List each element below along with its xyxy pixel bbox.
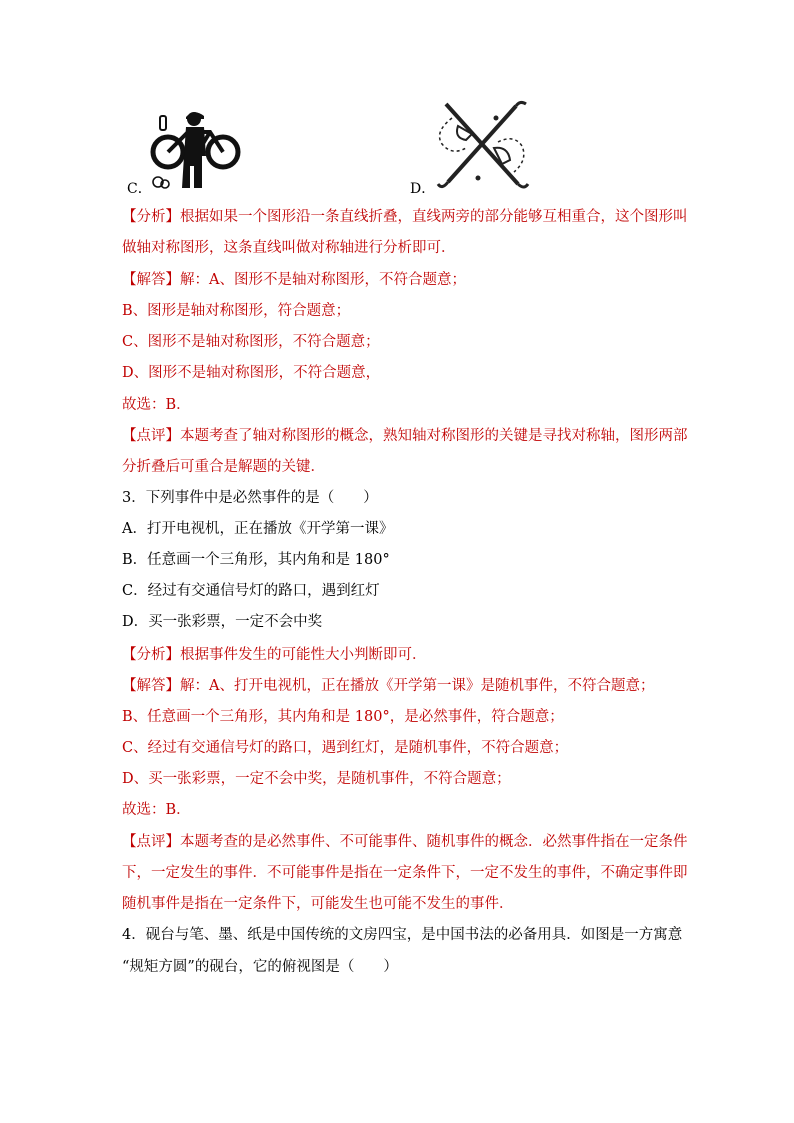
q4-stem-line2: “规矩方圆”的砚台，它的俯视图是（ ） bbox=[122, 959, 398, 975]
q2-answer-line-c: C、图形不是轴对称图形，不符合题意； bbox=[122, 334, 380, 350]
answer-tag: 【解答】 bbox=[122, 272, 180, 288]
q2-answer-line-d: D、图形不是轴对称图形，不符合题意， bbox=[122, 365, 381, 381]
q2-comment-line2: 分折叠后可重合是解题的关键． bbox=[122, 459, 325, 475]
q3-comment-line2: 下，一定发生的事件．不可能事件是指在一定条件下，一定不发生的事件，不确定事件即 bbox=[122, 865, 688, 881]
comment-tag: 【点评】 bbox=[122, 428, 180, 444]
q3-answer-line-d: D、买一张彩票，一定不会中奖，是随机事件，不符合题意； bbox=[122, 771, 511, 787]
q3-answer-line-a: 解：A、打开电视机，正在播放《开学第一课》是随机事件，不符合题意； bbox=[180, 678, 655, 694]
q4-stem-line1: 4．砚台与笔、墨、纸是中国传统的文房四宝，是中国书法的必备用具．如图是一方寓意 bbox=[122, 927, 683, 943]
q3-analysis bbox=[122, 645, 427, 665]
q3-analysis-line1: 根据事件发生的可能性大小判断即可． bbox=[180, 647, 427, 663]
option-c-figure bbox=[148, 110, 243, 192]
q2-answer-line-a: 解：A、图形不是轴对称图形，不符合题意； bbox=[180, 272, 466, 288]
q2-comment bbox=[122, 426, 688, 446]
q2-answer bbox=[122, 270, 466, 290]
answer-tag: 【解答】 bbox=[122, 678, 180, 694]
q2-choice: 故选：B． bbox=[122, 397, 191, 413]
q3-option-b: B．任意画一个三角形，其内角和是 180° bbox=[122, 552, 390, 568]
comment-tag: 【点评】 bbox=[122, 834, 180, 850]
q3-stem: 3．下列事件中是必然事件的是（ ） bbox=[122, 490, 378, 506]
cyclist-carrying-bike-icon bbox=[148, 110, 243, 192]
crossed-hockey-sticks-icon bbox=[432, 98, 532, 193]
q3-comment-line3: 随机事件是指在一定条件下，可能发生也可能不发生的事件． bbox=[122, 896, 514, 912]
q3-option-d: D．买一张彩票，一定不会中奖 bbox=[122, 614, 323, 630]
q2-comment-line1: 本题考查了轴对称图形的概念，熟知轴对称图形的关键是寻找对称轴，图形两部 bbox=[180, 428, 688, 444]
option-d-figure bbox=[432, 98, 532, 193]
q2-analysis-line1: 根据如果一个图形沿一条直线折叠，直线两旁的部分能够互相重合，这个图形叫 bbox=[180, 209, 688, 225]
option-c-label: C． bbox=[127, 181, 152, 197]
option-d-label: D． bbox=[410, 181, 436, 197]
analysis-tag: 【分析】 bbox=[122, 209, 180, 225]
q3-option-a: A．打开电视机，正在播放《开学第一课》 bbox=[122, 521, 394, 537]
q3-comment-line1: 本题考查的是必然事件、不可能事件、随机事件的概念．必然事件指在一定条件 bbox=[180, 834, 688, 850]
q3-option-c: C．经过有交通信号灯的路口，遇到红灯 bbox=[122, 583, 380, 599]
q2-analysis bbox=[122, 207, 688, 227]
q2-analysis-line2: 做轴对称图形，这条直线叫做对称轴进行分析即可． bbox=[122, 240, 456, 256]
q2-answer-line-b: B、图形是轴对称图形，符合题意； bbox=[122, 303, 351, 319]
q3-answer-line-b: B、任意画一个三角形，其内角和是 180°，是必然事件，符合题意； bbox=[122, 709, 564, 725]
q3-answer-line-c: C、经过有交通信号灯的路口，遇到红灯，是随机事件，不符合题意； bbox=[122, 740, 569, 756]
analysis-tag: 【分析】 bbox=[122, 647, 180, 663]
q3-comment bbox=[122, 832, 688, 852]
q3-answer bbox=[122, 676, 654, 696]
q3-choice: 故选：B． bbox=[122, 802, 191, 818]
